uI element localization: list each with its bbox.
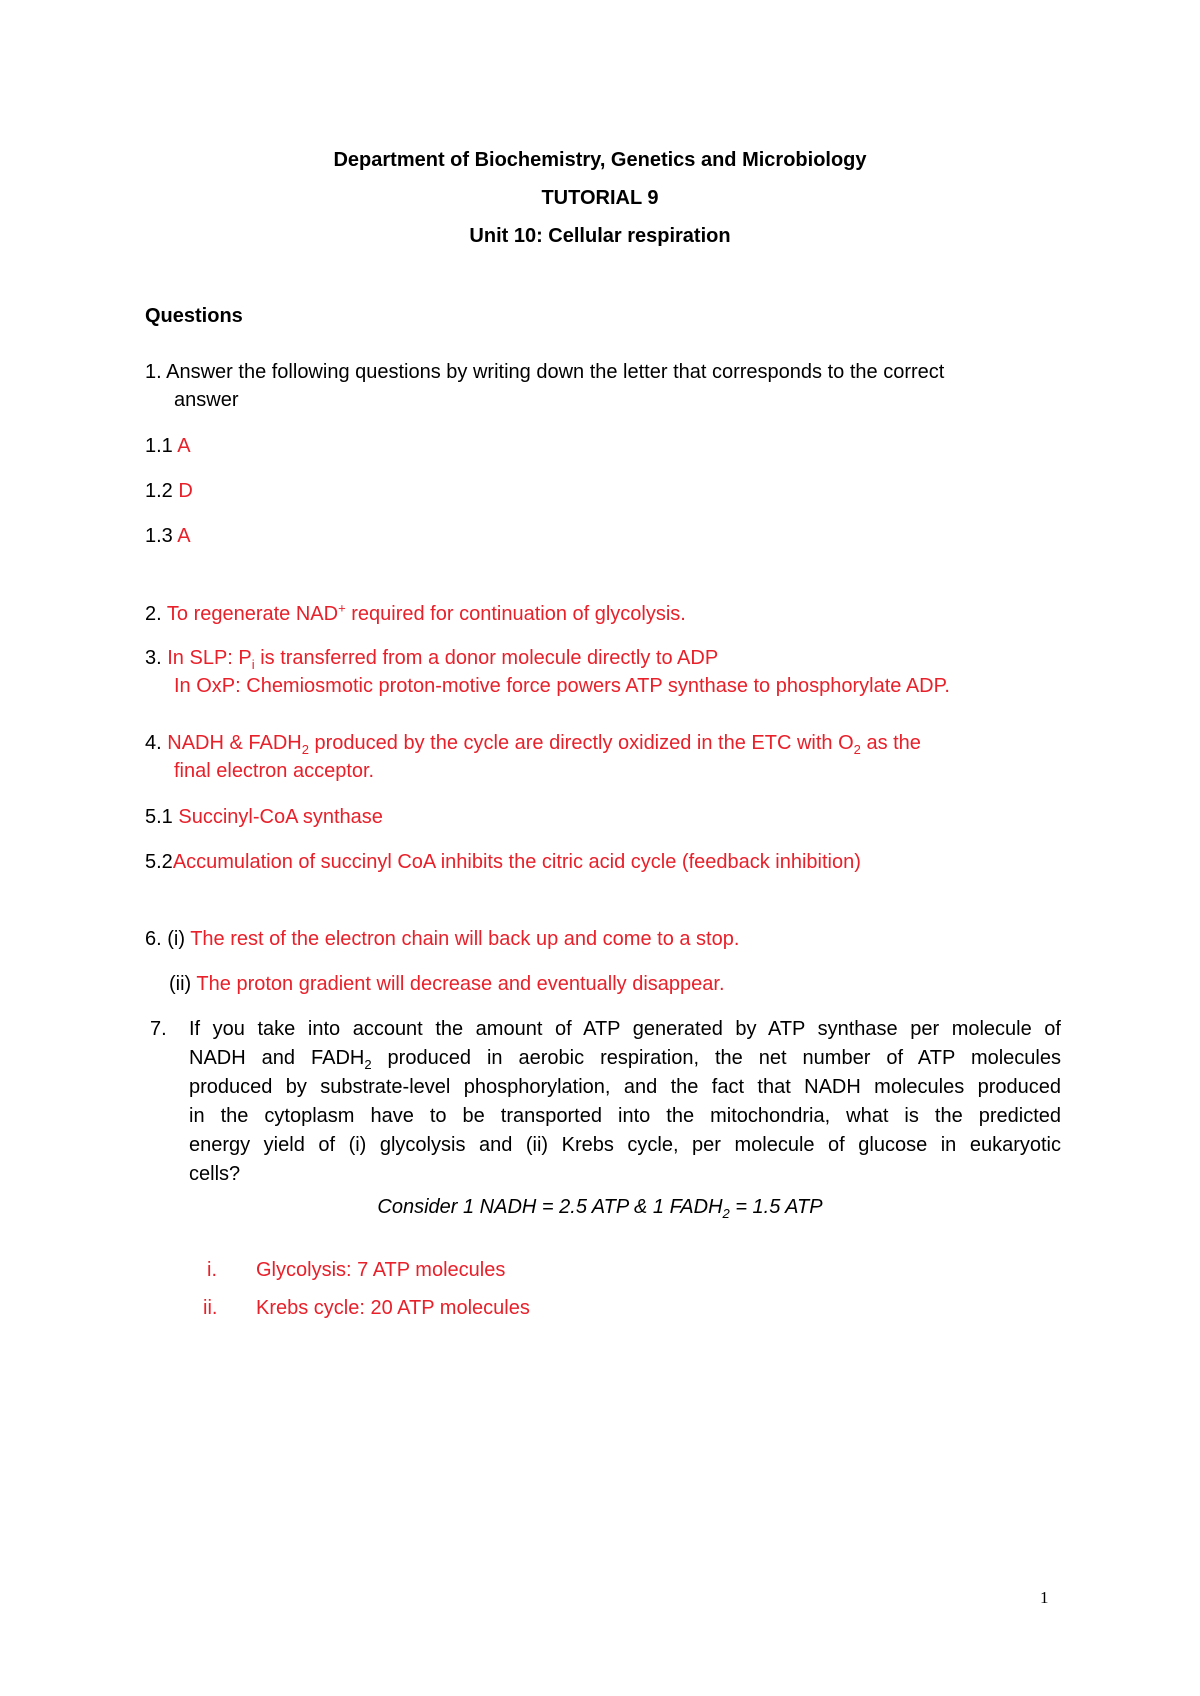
q5-2-answer: 5.2Accumulation of succinyl CoA inhibits the citric acid cycle (feedback inhibition) xyxy=(145,851,861,873)
q5-1-answer: 5.1 Succinyl-CoA synthase xyxy=(145,806,383,828)
q3-answer-line2: In OxP: Chemiosmotic proton-motive force powers ATP synthase to phosphorylate ADP. xyxy=(174,675,950,697)
unit-title: Unit 10: Cellular respiration xyxy=(469,225,731,247)
q1-line2: answer xyxy=(174,389,239,411)
q7-line3: produced by substrate-level phosphorylation, and the fact that NADH molecules produced xyxy=(189,1076,1061,1098)
q4-answer-line1: 4. NADH & $FADH_2$ produced by the cycle are directly oxidized in the ETC with $O_2$ as the xyxy=(145,732,921,757)
q7-line1: If you take into account the amount of ATP generated by ATP synthase per molecule of xyxy=(189,1018,1061,1040)
department-title: Department of Biochemistry, Genetics and Microbiology xyxy=(333,149,867,171)
questions-heading: Questions xyxy=(145,305,243,327)
q6-answer-i: 6. (i) The rest of the electron chain will back up and come to a stop. xyxy=(145,928,740,950)
q1-answer-2: 1.2 D xyxy=(145,480,193,502)
tutorial-title: TUTORIAL 9 xyxy=(541,187,659,209)
q1-answer-3: 1.3 A xyxy=(145,525,191,547)
page-number: 1 xyxy=(1040,1588,1049,1607)
q1-answer-1: 1.1 A xyxy=(145,435,191,457)
q7-answer-i: Glycolysis: 7 ATP molecules xyxy=(256,1259,506,1281)
q6-answer-ii: (ii) The proton gradient will decrease and eventually disappear. xyxy=(169,973,725,995)
q7-line6: cells? xyxy=(189,1163,241,1185)
q7-line2: NADH and $FADH_2$ produced in aerobic respiration, the net number of ATP molecules xyxy=(189,1047,1061,1072)
q7-answer-ii: Krebs cycle: 20 ATP molecules xyxy=(256,1297,530,1319)
q7-answer-ii-num: ii. xyxy=(203,1297,218,1319)
q1-line1 xyxy=(145,360,944,384)
q7-number: 7. xyxy=(150,1018,167,1040)
q4-answer-line2: final electron acceptor. xyxy=(174,760,375,782)
q1-text: Answer the following questions by writing down the letter that corresponds to the correct xyxy=(166,361,945,383)
q7-answer-i-num: i. xyxy=(207,1259,217,1281)
q7-consider-note: Consider 1 NADH = 2.5 ATP & 1 $FADH_2 = 1.5$ ATP xyxy=(377,1196,823,1221)
q7-line5: energy yield of (i) glycolysis and (ii) Krebs cycle, per molecule of glucose in eukaryotic xyxy=(189,1134,1061,1156)
q1-number: 1. xyxy=(145,361,162,383)
q3-answer-line1: 3. In SLP: $P_i$ is transferred from a donor molecule directly to ADP xyxy=(145,647,719,672)
q7-line4: in the cytoplasm have to be transported into the mitochondria, what is the predicted xyxy=(189,1105,1061,1127)
q2-answer: 2. To regenerate NAD+ required for continuation of glycolysis. xyxy=(145,600,686,625)
